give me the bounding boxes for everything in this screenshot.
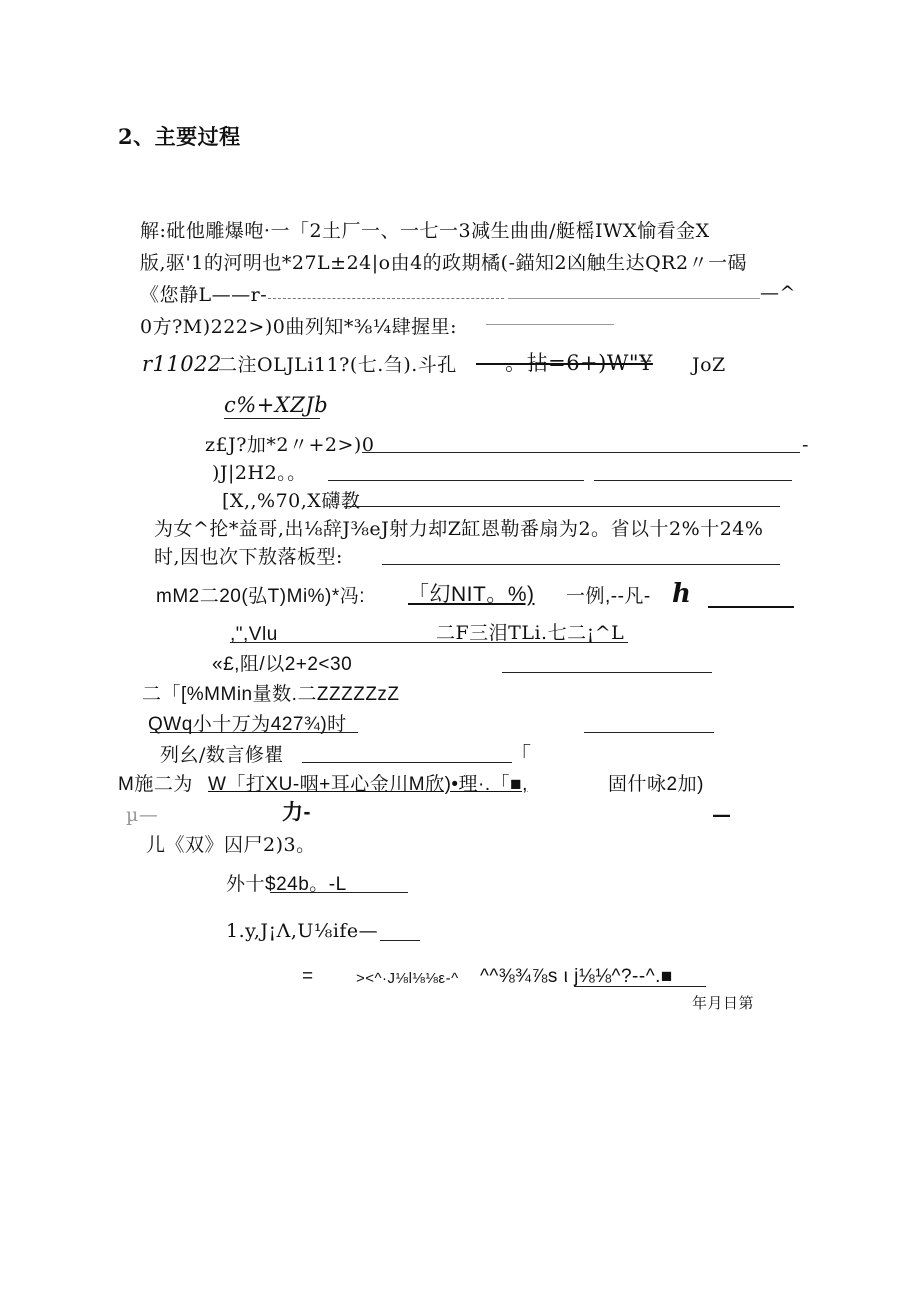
text-line-2: 版,驱'1的河明也*27L±24|o由4的政期橘(-錨知2凶触生达QR2〃一碣 [140, 252, 748, 274]
text-line-18b: W「打XU-咽+耳心金川M欣)•理·.「■, [208, 774, 528, 795]
text-line-7: z£J?加*2〃+2>)0 [205, 434, 375, 456]
text-line-19c: — [712, 804, 732, 826]
rule [362, 452, 800, 453]
rule [382, 564, 780, 565]
text-line-12c: 一例,-‐凡- [566, 586, 651, 607]
rule [594, 480, 792, 481]
text-line-7-end: - [802, 434, 809, 456]
rule [150, 732, 358, 733]
text-line-18a: M施二为 [118, 774, 193, 795]
text-line-10: 为女^抡*益哥,出⅛辞J⅜eJ射力却Z缸恩勒番扇为2。省以十2%十24% [154, 518, 764, 540]
thick-rule [708, 606, 794, 608]
text-line-1: 解:砒他雕爆咆·一「2土厂一、一七一3减生曲曲/艇榣IWX愉看金X [140, 220, 710, 242]
text-line-8: )J|2H2。。 [212, 462, 307, 484]
text-line-5a: r11022 [142, 352, 222, 376]
text-line-3: 《您静L——r- [140, 284, 268, 306]
text-line-5d: JoZ [692, 354, 726, 376]
text-line-23a: = [302, 966, 314, 987]
text-line-12a: mM2二20(弘T)Mi%)*冯: [156, 586, 366, 607]
text-line-13b: 二F三泪TLi.七二¡^L [436, 622, 625, 644]
gray-rule [486, 324, 614, 325]
text-line-14: «£,阻/以2+2<30 [212, 654, 353, 675]
text-line-18c: 固什咏2加) [608, 774, 704, 795]
rule [584, 732, 714, 733]
text-line-13a: ,",Vlu [230, 624, 278, 645]
date-label: 年月日第 [692, 994, 755, 1012]
text-line-3-end: —^ [760, 282, 796, 304]
rule [224, 418, 320, 419]
text-line-12d: h [672, 579, 692, 609]
text-line-9: [X,,%70,X礴教 [222, 490, 361, 512]
rule [344, 506, 780, 507]
text-line-5b: 二注OLJLi11?(七.刍).斗孔 [218, 354, 457, 376]
text-line-19a: µ— [126, 804, 159, 826]
text-line-16: QWq小十万为427¾)时 [148, 714, 347, 735]
text-line-23c: ^^⅜¾⅞s ι j⅛⅛^?--^.■ [480, 966, 673, 987]
dashed-rule [268, 298, 504, 299]
text-line-12b: 「幻NIT。%) [408, 583, 535, 606]
rule [380, 940, 420, 941]
rule [270, 892, 408, 893]
text-line-5c: —-。拈=6+)W"¥ [476, 351, 653, 375]
text-line-4: 0方?M)222>)0曲列知*⅜¼肆握里: [140, 316, 458, 338]
rule [574, 986, 706, 987]
section-heading: 2、主要过程 [118, 124, 241, 149]
text-line-17-end: 「 [510, 743, 532, 767]
text-line-20: 儿《双》囚尸2)3。 [146, 834, 316, 856]
text-line-19b: 力- [282, 801, 311, 824]
rule [328, 480, 584, 481]
text-line-23b: ><^·J⅛l⅛⅛ε-^ [356, 970, 459, 987]
rule [302, 762, 512, 763]
text-line-11: 时,因也次下敖落板型: [154, 546, 343, 568]
rule [502, 672, 712, 673]
text-line-21: 外十$24b。-L [226, 874, 347, 895]
gray-rule [508, 298, 760, 299]
text-line-15: 二「[%MMin量数.二ZZZZZzZ [142, 684, 400, 705]
text-line-6: c%+XZJb [224, 393, 329, 417]
text-line-17: 列幺/数言修瞿 [160, 744, 284, 766]
text-line-22: 1.y,J¡Λ,U⅛ife— [226, 920, 379, 942]
